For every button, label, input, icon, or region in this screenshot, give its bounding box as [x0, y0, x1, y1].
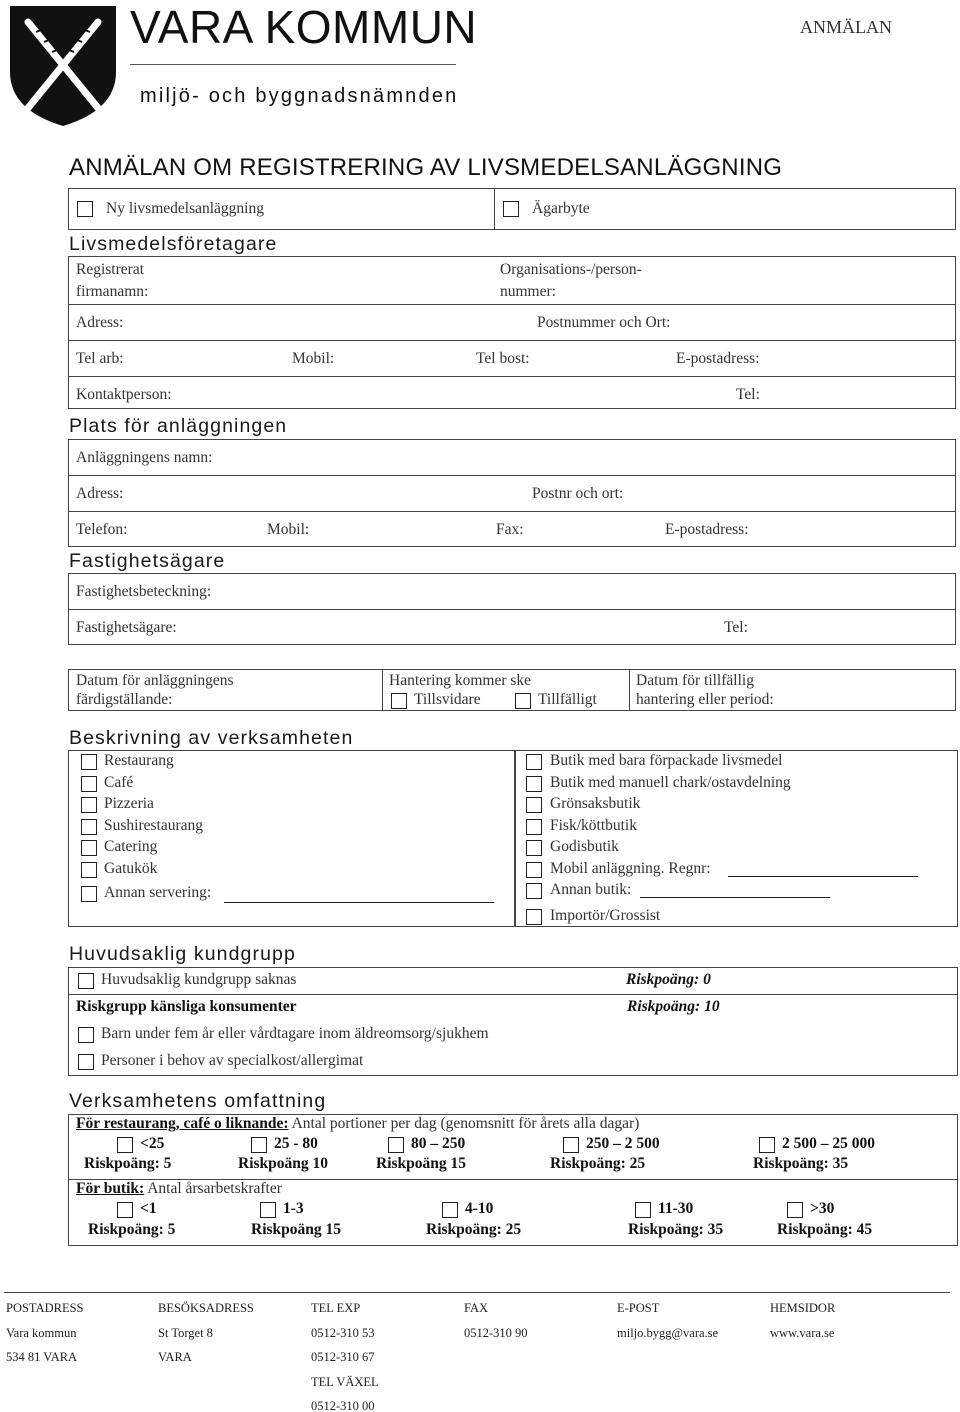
activity-left-checkbox[interactable] — [81, 754, 97, 770]
activity-right-label: Butik med manuell chark/ostavdelning — [550, 774, 791, 791]
site-mobile-field[interactable]: Mobil: — [267, 521, 310, 538]
activity-left-label: Catering — [104, 838, 158, 855]
row-line — [68, 475, 956, 476]
activity-left-checkbox[interactable] — [81, 886, 97, 902]
activity-left-label: Sushirestaurang — [104, 817, 204, 834]
operator-heading: Livsmedelsföretagare — [69, 233, 278, 255]
page-title: ANMÄLAN OM REGISTRERING AV LIVSMEDELSANLÄGGNING — [69, 154, 783, 181]
footer-text: POSTADRESS — [6, 1301, 84, 1315]
row-line — [68, 304, 956, 305]
site-fax-field[interactable]: Fax: — [496, 521, 524, 538]
activity-right-label: Mobil anläggning. Regnr: — [550, 860, 711, 877]
municipality-coat-of-arms — [6, 2, 120, 128]
temporary-label: Tillfälligt — [538, 691, 597, 708]
owner-change-label: Ägarbyte — [532, 200, 590, 217]
footer-divider — [4, 1292, 950, 1293]
org-name: VARA KOMMUN — [130, 1, 478, 53]
contact-person-field[interactable]: Kontaktperson: — [76, 386, 172, 403]
footer-text: VARA — [158, 1350, 192, 1364]
restaurant-size-label: 250 – 2 500 — [586, 1135, 660, 1152]
footer-text: 0512-310 53 — [311, 1325, 375, 1340]
property-owner-field[interactable]: Fastighetsägare: — [76, 619, 177, 636]
corner-label: ANMÄLAN — [800, 17, 892, 37]
restaurant-size-label: 25 - 80 — [274, 1135, 318, 1152]
restaurant-size-checkbox[interactable] — [117, 1137, 133, 1153]
permanent-label: Tillsvidare — [414, 691, 481, 708]
shop-scope-title: För butik: — [76, 1180, 145, 1197]
regnr-underline — [728, 876, 918, 877]
tel-home-field[interactable]: Tel bost: — [476, 350, 530, 367]
footer-text: TEL EXP — [311, 1301, 361, 1315]
footer-text: 0512-310 00 — [311, 1399, 375, 1412]
operator-mobile-field[interactable]: Mobil: — [292, 350, 335, 367]
no-customer-group-label: Huvudsaklig kundgrupp saknas — [101, 971, 297, 988]
row-line — [68, 609, 956, 610]
activity-right-checkbox[interactable] — [526, 819, 542, 835]
activity-right-label: Butik med bara förpackade livsmedel — [550, 752, 783, 769]
restaurant-size-checkbox[interactable] — [563, 1137, 579, 1153]
scope-heading: Verksamhetens omfattning — [69, 1090, 327, 1112]
activity-right-checkbox[interactable] — [526, 776, 542, 792]
org-subtitle: miljö- och byggnadsnämnden — [140, 85, 459, 107]
handling-label: Hantering kommer ske — [389, 672, 532, 689]
activity-right-checkbox[interactable] — [526, 883, 542, 899]
contact-tel-field[interactable]: Tel: — [736, 386, 760, 403]
sensitive-group-label: Riskgrupp känsliga konsumenter — [76, 998, 297, 1015]
row-line — [68, 511, 956, 512]
shop-risk-points: Riskpoäng: 35 — [628, 1221, 724, 1238]
activity-right-checkbox[interactable] — [526, 909, 542, 925]
other-service-underline — [224, 902, 494, 903]
footer-text: www.vara.se — [770, 1325, 835, 1340]
activity-left-label: Restaurang — [104, 752, 174, 769]
new-facility-checkbox[interactable] — [77, 201, 93, 217]
activity-left-checkbox[interactable] — [81, 776, 97, 792]
children-elderly-checkbox[interactable] — [78, 1027, 94, 1043]
activity-heading: Beskrivning av verksamheten — [69, 727, 354, 749]
facility-name-field[interactable]: Anläggningens namn: — [76, 449, 213, 466]
activity-right-checkbox[interactable] — [526, 840, 542, 856]
shop-size-checkbox[interactable] — [442, 1202, 458, 1218]
shop-scope-label — [76, 1180, 282, 1198]
footer-text: TEL VÄXEL — [311, 1374, 379, 1389]
restaurant-size-checkbox[interactable] — [388, 1137, 404, 1153]
activity-right-label: Godisbutik — [550, 838, 619, 855]
org-number-field[interactable]: Organisations-/person- nummer: — [500, 261, 642, 301]
site-address-field[interactable]: Adress: — [76, 485, 124, 502]
shop-risk-points: Riskpoäng: 5 — [88, 1221, 176, 1238]
owner-heading: Fastighetsägare — [69, 550, 226, 572]
activity-left-label: Café — [104, 774, 134, 791]
activity-left-label: Gatukök — [104, 860, 158, 877]
footer-text: miljo.bygg@vara.se — [617, 1325, 719, 1340]
shop-risk-points: Riskpoäng: 25 — [426, 1221, 522, 1238]
site-postal-field[interactable]: Postnr och ort: — [532, 485, 624, 502]
activity-right-label: Fisk/köttbutik — [550, 817, 637, 834]
shop-size-label: 11-30 — [658, 1200, 694, 1217]
row-line — [68, 994, 958, 995]
shop-size-label: <1 — [140, 1200, 157, 1217]
col-line — [629, 669, 630, 711]
sensitive-group-points: Riskpoäng: 10 — [627, 998, 720, 1015]
footer-text: Vara kommun — [6, 1325, 77, 1340]
row-line — [68, 340, 956, 341]
operator-postal-field[interactable]: Postnummer och Ort: — [537, 314, 671, 331]
restaurant-scope-desc: Antal portioner per dag (genomsnitt för årets alla dagar) — [288, 1115, 640, 1132]
no-customer-group-checkbox[interactable] — [78, 973, 94, 989]
restaurant-risk-points: Riskpoäng: 5 — [84, 1155, 172, 1172]
shop-size-checkbox[interactable] — [117, 1202, 133, 1218]
property-designation-field[interactable]: Fastighetsbeteckning: — [76, 583, 212, 600]
shop-size-label: 1-3 — [283, 1200, 304, 1217]
shop-size-checkbox[interactable] — [635, 1202, 651, 1218]
restaurant-risk-points: Riskpoäng 10 — [238, 1155, 329, 1172]
shop-size-label: 4-10 — [465, 1200, 494, 1217]
restaurant-size-checkbox[interactable] — [759, 1137, 775, 1153]
type-choice-divider — [494, 188, 495, 230]
activity-right-checkbox[interactable] — [526, 754, 542, 770]
activity-left-checkbox[interactable] — [81, 819, 97, 835]
operator-address-field[interactable]: Adress: — [76, 314, 124, 331]
shop-size-checkbox[interactable] — [787, 1202, 803, 1218]
activity-right-label: Annan butik: — [550, 881, 632, 898]
activity-right-label: Importör/Grossist — [550, 907, 661, 924]
activity-left-checkbox[interactable] — [81, 840, 97, 856]
col-line — [382, 669, 383, 711]
restaurant-size-label: <25 — [140, 1135, 165, 1152]
new-facility-label: Ny livsmedelsanläggning — [106, 200, 264, 217]
special-diet-label: Personer i behov av specialkost/allergimat — [101, 1052, 364, 1069]
restaurant-risk-points: Riskpoäng: 25 — [550, 1155, 646, 1172]
permanent-checkbox[interactable] — [391, 693, 407, 709]
temporary-period-field[interactable]: Datum för tillfällig hantering eller period: — [636, 672, 774, 709]
tel-work-field[interactable]: Tel arb: — [76, 350, 124, 367]
activity-right-checkbox[interactable] — [526, 862, 542, 878]
temporary-checkbox[interactable] — [515, 693, 531, 709]
special-diet-checkbox[interactable] — [78, 1054, 94, 1070]
activity-left-checkbox[interactable] — [81, 862, 97, 878]
operator-email-field[interactable]: E-postadress: — [676, 350, 760, 367]
site-email-field[interactable]: E-postadress: — [665, 521, 749, 538]
activity-left-label: Pizzeria — [104, 795, 154, 812]
footer-text: FAX — [464, 1301, 489, 1315]
site-phone-field[interactable]: Telefon: — [76, 521, 128, 538]
restaurant-scope-title: För restaurang, café o liknande: — [76, 1115, 289, 1132]
no-customer-group-points: Riskpoäng: 0 — [626, 971, 711, 988]
restaurant-scope-label — [76, 1115, 639, 1133]
children-elderly-label: Barn under fem år eller vårdtagare inom äldreomsorg/sjukhem — [101, 1025, 489, 1042]
activity-right-label: Grönsaksbutik — [550, 795, 641, 812]
footer-text: 0512-310 67 — [311, 1350, 375, 1364]
footer-text: 534 81 VARA — [6, 1350, 78, 1364]
site-heading: Plats för anläggningen — [69, 415, 288, 437]
customer-heading: Huvudsaklig kundgrupp — [69, 943, 296, 965]
footer-text: BESÖKSADRESS — [158, 1301, 254, 1315]
shop-risk-points: Riskpoäng 15 — [251, 1221, 342, 1238]
footer-text: E-POST — [617, 1301, 660, 1315]
footer-text: HEMSIDOR — [770, 1301, 836, 1315]
shop-risk-points: Riskpoäng: 45 — [777, 1221, 873, 1238]
activity-left-label: Annan servering: — [104, 884, 212, 901]
completion-date-field[interactable]: Datum för anläggningens färdigställande: — [76, 672, 234, 709]
shop-size-checkbox[interactable] — [260, 1202, 276, 1218]
row-line — [68, 376, 956, 377]
restaurant-size-label: 80 – 250 — [411, 1135, 466, 1152]
restaurant-size-label: 2 500 – 25 000 — [782, 1135, 875, 1152]
restaurant-size-checkbox[interactable] — [251, 1137, 267, 1153]
header-divider — [130, 64, 456, 65]
restaurant-risk-points: Riskpoäng 15 — [376, 1155, 467, 1172]
activity-right-checkbox[interactable] — [526, 797, 542, 813]
shop-scope-desc: Antal årsarbetskrafter — [144, 1180, 282, 1197]
owner-tel-field[interactable]: Tel: — [724, 619, 748, 636]
shop-size-label: >30 — [810, 1200, 835, 1217]
owner-change-checkbox[interactable] — [503, 201, 519, 217]
activity-left-checkbox[interactable] — [81, 797, 97, 813]
restaurant-risk-points: Riskpoäng: 35 — [753, 1155, 849, 1172]
firm-name-field[interactable]: Registrerat firmanamn: — [76, 261, 149, 301]
other-shop-underline — [640, 897, 830, 898]
footer-text: 0512-310 90 — [464, 1325, 528, 1340]
footer-text: St Torget 8 — [158, 1325, 213, 1340]
